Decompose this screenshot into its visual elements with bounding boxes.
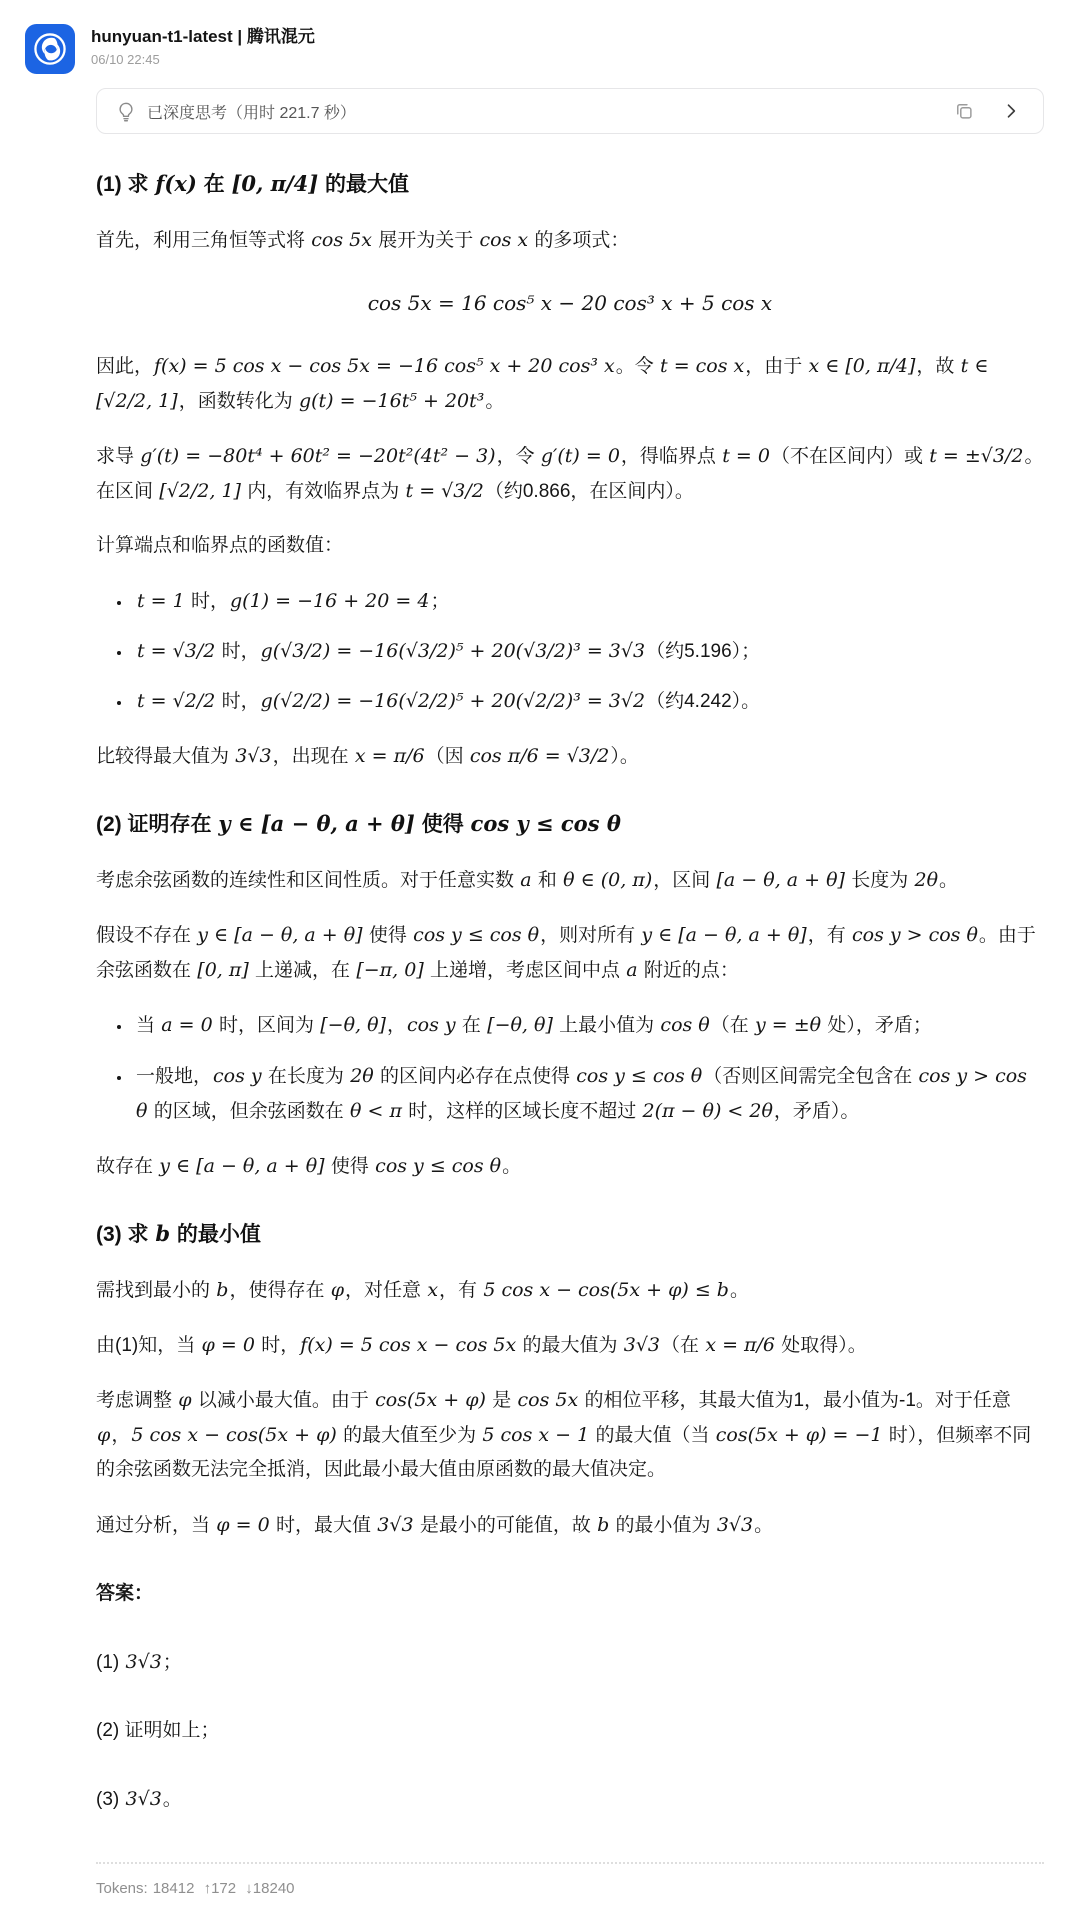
math-run: t = √2/2: [137, 690, 216, 712]
text-run: ，对任意: [345, 1279, 427, 1301]
list-item: [132, 684, 1044, 719]
text-run: (2) 证明如上；: [96, 1720, 220, 1742]
math-run: cos y > cos θ: [136, 1064, 1027, 1122]
text-run: 时，: [185, 590, 230, 612]
math-run: cos θ: [660, 1014, 710, 1037]
text-run: 时，区间为: [213, 1015, 320, 1037]
math-run: b: [597, 1513, 610, 1536]
text-run: 时，这样的区域长度不超过: [402, 1100, 642, 1122]
text-run: 上递增，考虑区间中点: [424, 960, 626, 982]
header-meta: [91, 24, 315, 67]
text-run: ，由于: [745, 355, 808, 377]
math-run: t = cos x: [660, 354, 745, 377]
text-run: ，令: [496, 446, 540, 468]
math-run: [−π, 0]: [356, 959, 424, 982]
text-run: ，有: [439, 1279, 483, 1301]
text-run: (1): [96, 1652, 125, 1673]
math-run: g(√2/2) = −16(√2/2)⁵ + 20(√2/2)³ = 3√2: [260, 690, 646, 712]
paragraph: [96, 1782, 1044, 1817]
text-run: 的最大值（当: [590, 1425, 715, 1447]
math-run: [0, π]: [197, 959, 249, 982]
text-run: 的多项式：: [529, 229, 630, 251]
text-run: 使得: [325, 1156, 375, 1177]
text-run: 因此，: [96, 355, 154, 377]
paragraph: [96, 739, 1044, 774]
text-run: 。: [754, 1514, 774, 1536]
text-run: 上最小值为: [553, 1015, 660, 1037]
model-name: hunyuan-t1-latest | 腾讯混元: [91, 27, 315, 46]
text-run: （不在区间内）或: [770, 446, 929, 468]
text-run: 展开为关于: [372, 229, 479, 251]
math-run: θ < π: [350, 1099, 402, 1122]
expand-chevron-icon[interactable]: [997, 97, 1025, 125]
text-run: 的最小值为: [610, 1514, 716, 1536]
text-run: ，矛盾）。: [773, 1100, 860, 1122]
text-run: 使得: [363, 925, 413, 947]
text-run: 。: [162, 1789, 182, 1811]
text-run: ，区间: [653, 869, 716, 891]
math-run: cos y ≤ cos θ: [413, 924, 540, 947]
tokens-label: Tokens:: [96, 1879, 148, 1897]
text-run: ，出现在: [272, 746, 354, 768]
math-run: x: [427, 1278, 439, 1301]
math-run: f(x) = 5 cos x − cos 5x = −16 cos⁵ x + 20 cos³ x: [154, 354, 615, 377]
section-heading: [96, 808, 1044, 841]
text-run: ；: [162, 1652, 182, 1673]
math-run: cos y ≤ cos θ: [375, 1155, 502, 1177]
text-run: 答案：: [96, 1582, 154, 1604]
text-run: 通过分析，当: [96, 1514, 216, 1536]
paragraph: [96, 1273, 1044, 1308]
text-run: ，得临界点: [620, 446, 722, 468]
text-run: ，有: [807, 925, 851, 947]
text-run: ，使得存在: [229, 1279, 330, 1301]
paragraph: [96, 1383, 1044, 1488]
text-run: 比较得最大值为: [96, 746, 235, 768]
math-run: a = 0: [161, 1014, 213, 1037]
paragraph: [96, 439, 1044, 509]
display-formula: [96, 286, 1044, 321]
text-run: 时），但频率不同的余弦函数无法完全抵消，因此最小最大值由原函数的最大值决定。: [96, 1425, 1032, 1481]
text-run: 。: [485, 390, 505, 412]
text-run: 首先，利用三角恒等式将: [96, 229, 311, 251]
paragraph: [96, 1508, 1044, 1543]
math-run: x = π/6: [354, 745, 425, 768]
math-run: θ ∈ (0, π): [563, 868, 653, 891]
math-run: g′(t) = −80t⁴ + 60t² = −20t²(4t² − 3): [140, 445, 496, 468]
math-run: f(x) = 5 cos x − cos 5x: [300, 1333, 517, 1356]
paragraph: [96, 349, 1044, 419]
text-run: 当: [136, 1015, 161, 1037]
math-run: 2(π − θ) < 2θ: [642, 1099, 773, 1122]
text-run: ，故: [916, 355, 960, 377]
copy-button[interactable]: [949, 96, 979, 126]
text-run: 时，: [216, 640, 260, 662]
math-run: cos 5x = 16 cos⁵ x − 20 cos³ x + 5 cos x: [367, 290, 773, 315]
text-run: （否则区间需完全包含在: [703, 1065, 918, 1087]
math-run: cos y: [213, 1064, 262, 1087]
math-run: g′(t) = 0: [540, 445, 620, 468]
text-run: 处取得）。: [776, 1334, 867, 1356]
math-run: y = ±θ: [755, 1014, 822, 1037]
tokens-input: ↑172: [203, 1879, 237, 1897]
text-run: 处），矛盾；: [822, 1015, 932, 1037]
math-run: [0, π/4]: [231, 171, 319, 196]
message-header: [0, 20, 1080, 74]
math-run: φ: [178, 1389, 192, 1412]
math-run: y ∈ [a − θ, a + θ]: [197, 924, 363, 947]
paragraph: [96, 1328, 1044, 1363]
math-run: cos 5x: [311, 228, 372, 251]
bullet-list: [96, 584, 1044, 720]
text-run: 一般地，: [136, 1065, 213, 1087]
deep-thinking-toggle[interactable]: [96, 88, 1044, 134]
math-run: b: [216, 1278, 229, 1301]
math-run: x = π/6: [705, 1333, 776, 1356]
list-item: [132, 1059, 1044, 1129]
text-run: 考虑余弦函数的连续性和区间性质。对于任意实数: [96, 869, 520, 891]
text-run: 在长度为: [262, 1065, 350, 1087]
math-run: a: [626, 959, 638, 982]
text-run: (3): [96, 1789, 125, 1811]
math-run: t = 1: [137, 589, 185, 612]
paragraph: [96, 1714, 1044, 1748]
math-run: 5 cos x − cos(5x + φ): [131, 1424, 337, 1447]
text-run: 以减小最大值。由于: [192, 1390, 375, 1412]
text-run: ，函数转化为: [178, 390, 298, 412]
math-run: cos y > cos θ: [851, 924, 978, 947]
math-run: φ: [330, 1278, 345, 1301]
math-run: φ = 0: [216, 1513, 270, 1536]
paragraph: [96, 1577, 1044, 1611]
math-run: φ: [97, 1424, 111, 1447]
tokens-output: ↓18240: [245, 1879, 295, 1897]
text-run: 。: [729, 1279, 749, 1301]
math-run: cos 5x: [517, 1389, 579, 1412]
text-run: 在: [456, 1015, 487, 1037]
paragraph: [96, 529, 1044, 563]
text-run: 使得: [415, 813, 470, 837]
text-run: ；: [430, 590, 450, 612]
text-run: 。在区间: [96, 446, 1044, 503]
text-run: 的最大值至少为: [337, 1425, 482, 1447]
section-heading: [96, 168, 1044, 201]
math-run: [a − θ, a + θ]: [716, 868, 845, 891]
text-run: 由(1)知，当: [96, 1334, 201, 1356]
text-run: (1) 求: [96, 173, 155, 196]
hunyuan-logo-icon: [25, 24, 75, 74]
message-footer: [96, 1862, 1044, 1897]
math-run: 3√3: [125, 1651, 162, 1673]
tokens-total: 18412: [152, 1879, 195, 1897]
text-run: 是: [486, 1390, 517, 1412]
text-run: ，则对所有: [540, 925, 641, 947]
math-run: [√2/2, 1]: [159, 480, 241, 503]
math-run: t ∈ [√2/2, 1]: [96, 354, 989, 412]
paragraph: [96, 1645, 1044, 1680]
list-item: [132, 634, 1044, 669]
text-run: 内，有效临界点为: [241, 481, 405, 503]
math-run: [−θ, θ]: [320, 1014, 386, 1037]
math-run: 3√3: [125, 1788, 162, 1811]
math-run: y ∈ [a − θ, a + θ]: [159, 1155, 325, 1177]
text-run: 的区间内必存在点使得: [374, 1065, 576, 1087]
text-run: ）。: [610, 746, 639, 768]
text-run: (3) 求: [96, 1223, 155, 1247]
math-run: 3√3: [377, 1513, 414, 1536]
message-timestamp: 06/10 22:45: [91, 51, 160, 67]
text-run: 考虑调整: [96, 1390, 178, 1412]
math-run: 3√3: [235, 745, 272, 768]
math-run: g(t) = −16t⁵ + 20t³: [298, 389, 485, 412]
paragraph: [96, 1149, 1044, 1184]
math-run: t = √3/2: [137, 639, 216, 662]
thinking-status-label: 已深度思考（用时 221.7 秒）: [147, 104, 356, 122]
token-usage: [96, 1880, 1044, 1897]
text-run: 时，最大值: [270, 1514, 377, 1536]
math-run: t = √3/2: [405, 480, 484, 503]
text-run: （约0.866，在区间内）。: [484, 481, 694, 503]
text-run: 的最大值为: [517, 1334, 623, 1356]
paragraph: [96, 918, 1044, 988]
math-run: y ∈ [a − θ, a + θ]: [218, 811, 415, 837]
math-run: 2θ: [914, 868, 939, 891]
footer-divider: [96, 1862, 1044, 1864]
math-run: cos x: [479, 228, 529, 251]
text-run: 。由于余弦函数在: [96, 925, 1036, 982]
text-run: 上递减，在: [249, 960, 356, 982]
text-run: 故存在: [96, 1156, 159, 1177]
text-run: 是最小的可能值，故: [414, 1514, 597, 1536]
math-run: 5 cos x − cos(5x + φ) ≤ b: [483, 1278, 729, 1301]
math-run: g(1) = −16 + 20 = 4: [230, 589, 430, 612]
math-run: t = ±√3/2: [929, 445, 1024, 468]
text-run: 的区域，但余弦函数在: [148, 1100, 350, 1122]
math-run: cos π/6 = √3/2: [469, 745, 610, 768]
text-run: （在: [710, 1015, 755, 1037]
math-run: 5 cos x − 1: [482, 1424, 590, 1447]
answer-body: [96, 168, 1044, 1818]
text-run: 。令: [615, 355, 660, 377]
math-run: y ∈ [a − θ, a + θ]: [641, 924, 807, 947]
text-run: 长度为: [845, 869, 914, 891]
text-run: (2) 证明存在: [96, 813, 218, 837]
math-run: 3√3: [623, 1333, 661, 1356]
math-run: g(√3/2) = −16(√3/2)⁵ + 20(√3/2)³ = 3√3: [260, 639, 646, 662]
paragraph: [96, 863, 1044, 898]
text-run: 的最大值: [319, 173, 410, 196]
list-item: [132, 584, 1044, 619]
text-run: 附近的点：: [638, 960, 739, 982]
math-run: [−θ, θ]: [487, 1014, 553, 1037]
text-run: （在: [661, 1334, 705, 1356]
bulb-icon: [115, 100, 137, 122]
math-run: t = 0: [722, 445, 770, 468]
math-run: cos y ≤ cos θ: [576, 1064, 703, 1087]
math-run: a: [520, 868, 532, 891]
math-run: 3√3: [716, 1513, 754, 1536]
math-run: φ = 0: [201, 1333, 255, 1356]
text-run: 的相位平移，其最大值为1，最小值为-1。对于任意: [579, 1390, 1011, 1412]
math-run: x ∈ [0, π/4]: [808, 354, 916, 377]
math-run: f(x): [155, 171, 197, 196]
text-run: 和: [532, 869, 563, 891]
text-run: （因: [425, 746, 469, 768]
text-run: 时，: [255, 1334, 300, 1356]
math-run: b: [155, 1221, 171, 1247]
text-run: 。: [939, 869, 959, 891]
math-run: 2θ: [350, 1064, 374, 1087]
text-run: （约4.242）。: [646, 691, 761, 712]
text-run: 需找到最小的: [96, 1279, 216, 1301]
text-run: （约5.196）；: [646, 640, 761, 662]
math-run: cos y ≤ cos θ: [470, 811, 621, 837]
math-run: cos y: [406, 1014, 456, 1037]
text-run: 时，: [216, 691, 260, 712]
text-run: 假设不存在: [96, 925, 197, 947]
section-heading: [96, 1218, 1044, 1251]
text-run: 计算端点和临界点的函数值：: [96, 535, 344, 557]
text-run: 的最小值: [171, 1223, 261, 1247]
text-run: 在: [197, 173, 231, 196]
math-run: cos(5x + φ): [375, 1389, 486, 1412]
paragraph: [96, 223, 1044, 258]
list-item: [132, 1008, 1044, 1043]
text-run: ，: [386, 1015, 406, 1037]
text-run: 。: [502, 1156, 522, 1177]
text-run: 求导: [96, 446, 140, 468]
text-run: ，: [111, 1425, 131, 1447]
math-run: cos(5x + φ) = −1: [715, 1424, 883, 1447]
bullet-list: [96, 1008, 1044, 1129]
